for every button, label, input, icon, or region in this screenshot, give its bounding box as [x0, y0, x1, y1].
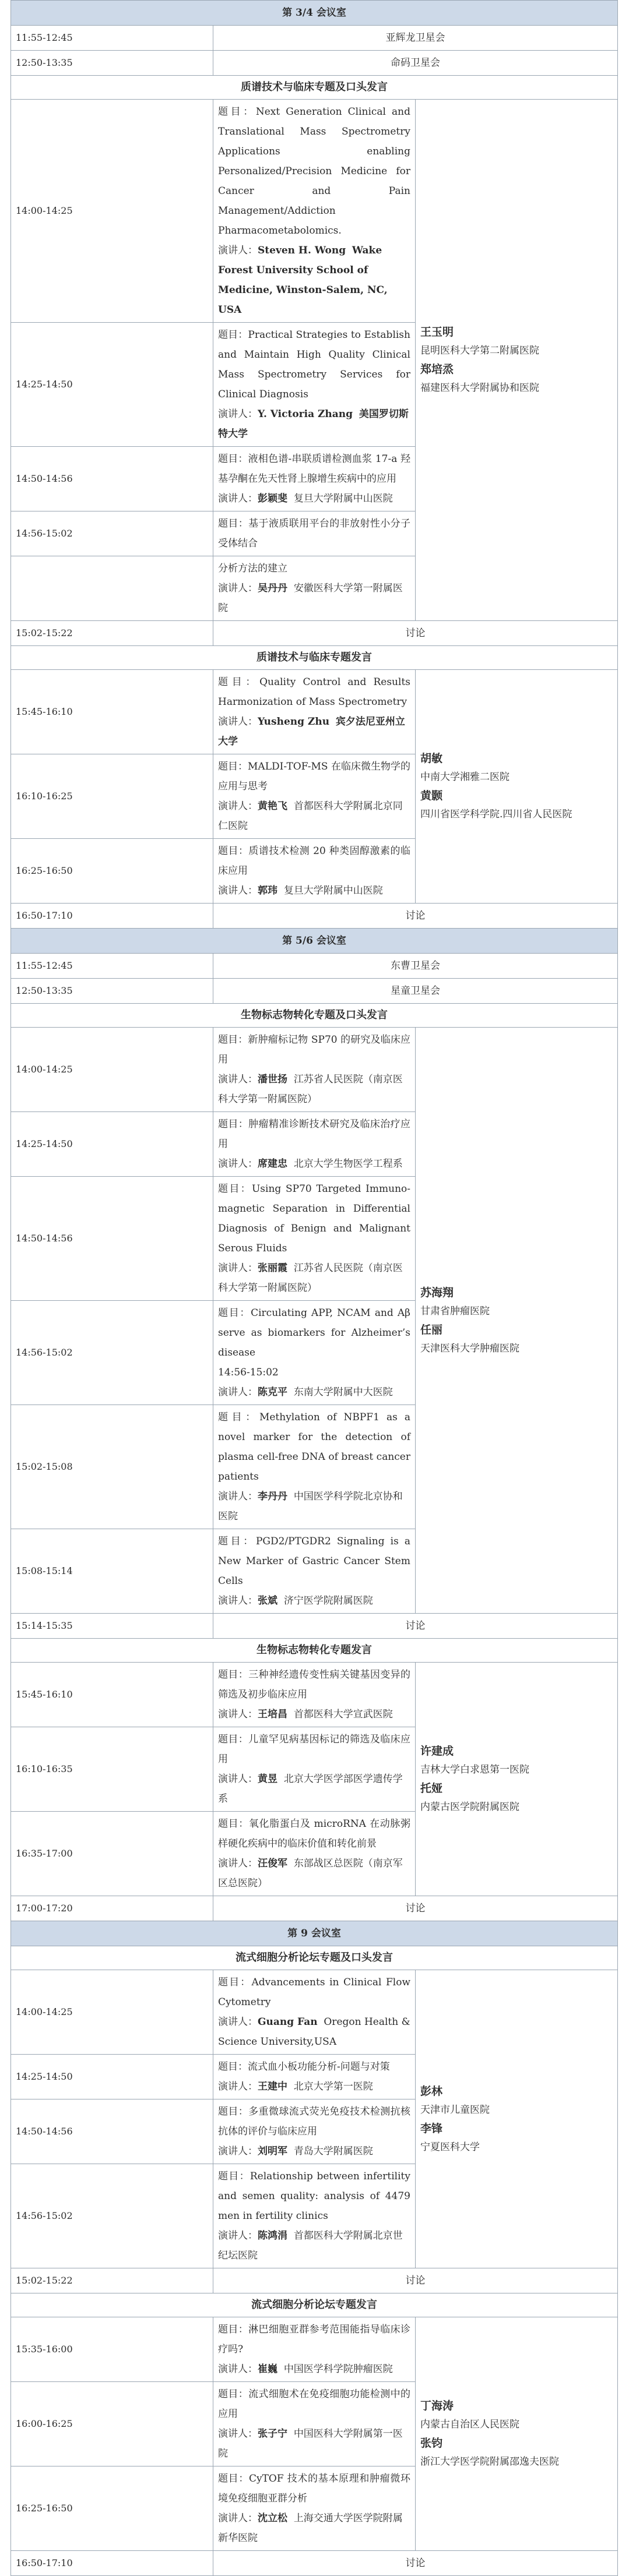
talk-topic: 题目：液相色谱-串联质谱检测血浆 17-a 羟基孕酮在先天性肾上腺增生疾病中的应用: [218, 453, 410, 485]
chair-org: 福建医科大学附属协和医院: [420, 382, 539, 394]
schedule-row: [11, 51, 618, 76]
speaker-line: [218, 2424, 410, 2464]
talk-topic: 题目：基于液质联用平台的非放射性小分子受体结合: [218, 518, 410, 549]
time-cell: 15:35-16:00: [11, 2317, 213, 2382]
talk-topic: 题目：Next Generation Clinical and Translational Mass Spectrometry Applications enabling Personalized/Precision Medicine for Cancer and Pain Management/Addiction Pharmacometabolomics.: [218, 106, 410, 237]
time-cell: 14:50-14:56: [11, 447, 213, 511]
talk-topic: 题目：多重微球流式荧光免疫技术检测抗核抗体的评价与临床应用: [218, 2106, 410, 2137]
speaker-org: 宾夕法尼亚州立大学: [218, 716, 405, 747]
talk-cell: [213, 2382, 416, 2466]
speaker-label: 演讲人：: [218, 1158, 258, 1170]
speaker-name: 张斌: [258, 1595, 277, 1607]
speaker-label: 演讲人：: [218, 1491, 258, 1502]
speaker-name: 潘世扬: [258, 1074, 287, 1085]
speaker-label: 演讲人：: [218, 2428, 258, 2440]
speaker-line: [218, 2012, 410, 2052]
time-cell: 11:55-12:45: [11, 26, 213, 51]
section-title: 生物标志物转化专题及口头发言: [11, 1004, 618, 1028]
talk-topic: 题目：PGD2/PTGDR2 Signaling is a New Marker of Gastric Cancer Stem Cells: [218, 1536, 410, 1587]
room-title: 第 5/6 会议室: [11, 929, 618, 954]
speaker-line: [218, 1382, 410, 1402]
session-title: 东曹卫星会: [213, 954, 618, 979]
talk-topic: 题目：Practical Strategies to Establish and Maintain High Quality Clinical Mass Spectrometry Services for Clinical Diagnosis: [218, 329, 410, 400]
time-cell: 14:56-15:02: [11, 1301, 213, 1405]
time-cell: 15:14-15:35: [11, 1614, 213, 1639]
time-cell: 14:50-14:56: [11, 1177, 213, 1301]
talk-cell: [213, 1663, 416, 1727]
speaker-line: [218, 1070, 410, 1109]
speaker-org: 济宁医学院附属医院: [283, 1595, 373, 1607]
speaker-line: [218, 241, 410, 320]
talk-row: [11, 1663, 618, 1727]
speaker-org: 北京大学生物医学工程系: [293, 1158, 403, 1170]
session-title: 讨论: [213, 904, 618, 929]
chair-name: 郑培烝: [420, 363, 454, 376]
chair-list: [420, 749, 613, 824]
section-title: 质谱技术与临床专题发言: [11, 646, 618, 670]
time-cell: 14:25-14:50: [11, 2055, 213, 2099]
speaker-org: Oregon Health & Science University,USA: [218, 2016, 410, 2048]
talk-row: [11, 100, 618, 323]
talk-cell: [213, 2317, 416, 2382]
time-cell: 12:50-13:35: [11, 979, 213, 1004]
talk-row: [11, 1028, 618, 1112]
chair-list: [420, 2082, 613, 2157]
speaker-label: 演讲人：: [218, 885, 258, 897]
time-cell: 11:55-12:45: [11, 954, 213, 979]
speaker-name: 黄昱: [258, 1773, 277, 1785]
section-header: [11, 646, 618, 670]
speaker-name: 张子宁: [258, 2428, 287, 2440]
speaker-org: 首都医科大学附属北京同仁医院: [218, 800, 403, 832]
talk-topic: 题目：儿童罕见病基因标记的筛选及临床应用: [218, 1734, 410, 1765]
speaker-label: 演讲人：: [218, 2146, 258, 2157]
schedule-row: [11, 1614, 618, 1639]
room-title: 第 3/4 会议室: [11, 1, 618, 26]
speaker-name: 王培昌: [258, 1709, 287, 1720]
chair-org: 天津市儿童医院: [420, 2104, 490, 2116]
speaker-org: 复旦大学附属中山医院: [293, 493, 393, 504]
speaker-line: [218, 1487, 410, 1526]
speaker-org: 中国医学科学院肿瘤医院: [283, 2363, 393, 2375]
speaker-line: [218, 2141, 410, 2161]
speaker-name: 崔巍: [258, 2363, 277, 2375]
talk-cell: [213, 670, 416, 754]
speaker-label: 演讲人：: [218, 1773, 258, 1785]
time-cell: 15:02-15:08: [11, 1405, 213, 1529]
time-cell: 16:00-16:25: [11, 2382, 213, 2466]
speaker-name: 陈克平: [258, 1386, 287, 1398]
talk-topic: 题目：Quality Control and Results Harmonization of Mass Spectrometry: [218, 676, 410, 708]
chair-list: [420, 323, 613, 397]
speaker-line: [218, 1705, 410, 1724]
speaker-line: [218, 796, 410, 836]
talk-cell: [213, 2466, 416, 2551]
speaker-org: 美国罗切斯特大学: [218, 408, 409, 440]
time-cell: 16:35-17:00: [11, 1812, 213, 1896]
speaker-name: 刘明军: [258, 2146, 287, 2157]
room-header: [11, 929, 618, 954]
schedule-row: [11, 2268, 618, 2293]
chair-org: 浙江大学医学院附属邵逸夫医院: [420, 2456, 559, 2468]
speaker-label: 演讲人：: [218, 2230, 258, 2242]
talk-topic: 题目：流式细胞术在免疫细胞功能检测中的应用: [218, 2388, 410, 2420]
speaker-label: 演讲人：: [218, 800, 258, 812]
speaker-label: 演讲人：: [218, 1595, 258, 1607]
talk-topic: 题目：Circulating APP, NCAM and Aβ serve as biomarkers for Alzheimer’s disease: [218, 1307, 410, 1358]
speaker-org: 东部战区总医院（南京军区总医院）: [218, 1858, 403, 1889]
talk-cell: [213, 1112, 416, 1177]
chair-name: 张钧: [420, 2437, 443, 2450]
speaker-line: [218, 1154, 410, 1174]
schedule-table: [10, 0, 618, 2576]
speaker-name: 郭玮: [258, 885, 277, 897]
talk-topic: 题目：CyTOF 技术的基本原理和肿瘤微环境免疫细胞亚群分析: [218, 2473, 410, 2504]
session-title: 讨论: [213, 621, 618, 646]
chair-org: 宁夏医科大学: [420, 2141, 480, 2153]
talk-topic: 题目：Relationship between infertility and semen quality: analysis of 4479 men in fertility clinics: [218, 2171, 410, 2222]
time-cell: 16:50-17:10: [11, 2551, 213, 2576]
speaker-line: [218, 1854, 410, 1893]
time-cell: 16:25-16:50: [11, 2466, 213, 2551]
section-title: 流式细胞分析论坛专题发言: [11, 2293, 618, 2317]
talk-cell: [213, 2099, 416, 2164]
session-title: 讨论: [213, 1614, 618, 1639]
talk-cell: [213, 1727, 416, 1812]
section-title: 质谱技术与临床专题及口头发言: [11, 76, 618, 100]
chair-name: 托娅: [420, 1782, 443, 1795]
talk-cell: [213, 1970, 416, 2055]
speaker-label: 演讲人：: [218, 493, 258, 504]
schedule-row: [11, 954, 618, 979]
speaker-name: Yusheng Zhu: [258, 716, 330, 728]
time-cell: 14:00-14:25: [11, 100, 213, 323]
section-header: [11, 1946, 618, 1970]
schedule-row: [11, 621, 618, 646]
time-cell: 12:50-13:35: [11, 51, 213, 76]
chair-list: [420, 1283, 613, 1358]
talk-cell: [213, 100, 416, 323]
speaker-line: [218, 578, 410, 618]
time-cell: 15:02-15:22: [11, 2268, 213, 2293]
speaker-name: 李丹丹: [258, 1491, 287, 1502]
session-title: 命码卫星会: [213, 51, 618, 76]
speaker-line: [218, 2077, 410, 2097]
speaker-name: Steven H. Wong: [258, 245, 346, 256]
talk-topic: 题目：Methylation of NBPF1 as a novel marker for the detection of plasma cell-free DNA of breast cancer patients: [218, 1411, 410, 1483]
speaker-name: 席建忠: [258, 1158, 287, 1170]
time-cell: 14:50-14:56: [11, 2099, 213, 2164]
session-title: 亚辉龙卫星会: [213, 26, 618, 51]
chair-org: 天津医科大学肿瘤医院: [420, 1342, 519, 1354]
chair-org: 四川省医学科学院.四川省人民医院: [420, 809, 572, 820]
chair-name: 彭林: [420, 2084, 443, 2098]
chair-name: 许建成: [420, 1745, 454, 1758]
chair-cell: [416, 1028, 618, 1614]
speaker-line: [218, 1258, 410, 1298]
time-cell: 14:00-14:25: [11, 1970, 213, 2055]
time-cell: 15:45-16:10: [11, 1663, 213, 1727]
time-cell: 16:50-17:10: [11, 904, 213, 929]
speaker-org: 中国医科大学附属第一医院: [218, 2428, 403, 2459]
talk-cell: [213, 754, 416, 839]
session-title: 星童卫星会: [213, 979, 618, 1004]
speaker-name: 陈鸿涓: [258, 2230, 287, 2242]
speaker-label: 演讲人：: [218, 2513, 258, 2524]
speaker-label: 演讲人：: [218, 1074, 258, 1085]
speaker-org: 上海交通大学医学院附属新华医院: [218, 2513, 403, 2544]
speaker-org: 北京大学第一医院: [293, 2081, 373, 2092]
talk-cell: [213, 447, 416, 511]
chair-list: [420, 2397, 613, 2471]
speaker-label: 演讲人：: [218, 408, 258, 420]
speaker-line: [218, 2226, 410, 2266]
talk-cell: [213, 1405, 416, 1529]
chair-org: 甘肃省肿瘤医院: [420, 1305, 490, 1317]
speaker-label: 演讲人：: [218, 1262, 258, 1274]
talk-topic: 题目：新肿瘤标记物 SP70 的研究及临床应用: [218, 1034, 410, 1065]
chair-org: 昆明医科大学第二附属医院: [420, 345, 539, 357]
speaker-name: Guang Fan: [258, 2016, 318, 2028]
time-cell: [11, 556, 213, 621]
talk-topic: 题目：三种神经遗传变性病关键基因变异的筛选及初步临床应用: [218, 1669, 410, 1700]
time-cell: 14:56-15:02: [11, 2164, 213, 2268]
section-title: 流式细胞分析论坛专题及口头发言: [11, 1946, 618, 1970]
talk-row: [11, 2317, 618, 2382]
speaker-label: 演讲人：: [218, 2081, 258, 2092]
talk-cell: [213, 323, 416, 447]
session-title: 讨论: [213, 2551, 618, 2576]
session-title: 讨论: [213, 2268, 618, 2293]
section-header: [11, 1639, 618, 1663]
speaker-org: 首都医科大学附属北京世纪坛医院: [218, 2230, 403, 2261]
talk-cell: [213, 839, 416, 904]
time-cell: 16:10-16:25: [11, 754, 213, 839]
chair-org: 中南大学湘雅二医院: [420, 771, 509, 783]
talk-cell: [213, 556, 416, 621]
time-cell: 15:08-15:14: [11, 1529, 213, 1614]
time-cell: 15:02-15:22: [11, 621, 213, 646]
schedule-row: [11, 2551, 618, 2576]
speaker-label: 演讲人：: [218, 1858, 258, 1869]
speaker-label: 演讲人：: [218, 2363, 258, 2375]
speaker-name: 彭颖斐: [258, 493, 287, 504]
talk-cell: [213, 2055, 416, 2099]
speaker-name: Y. Victoria Zhang: [258, 408, 353, 420]
room-header: [11, 1921, 618, 1946]
time-cell: 14:25-14:50: [11, 1112, 213, 1177]
chair-cell: [416, 100, 618, 621]
speaker-label: 演讲人：: [218, 583, 258, 594]
speaker-name: 吴丹丹: [258, 583, 287, 594]
speaker-name: 汪俊军: [258, 1858, 287, 1869]
time-cell: 14:25-14:50: [11, 323, 213, 447]
time-cell: 17:00-17:20: [11, 1896, 213, 1921]
chair-name: 王玉明: [420, 326, 454, 338]
schedule-row: [11, 979, 618, 1004]
talk-topic: 题目：淋巴细胞亚群参考范围能指导临床诊疗吗?: [218, 2324, 410, 2355]
talk-row: [11, 1970, 618, 2055]
chair-org: 内蒙古自治区人民医院: [420, 2419, 519, 2430]
chair-org: 内蒙古医学院附属医院: [420, 1801, 519, 1813]
speaker-org: 首都医科大学宣武医院: [293, 1709, 393, 1720]
speaker-org: 东南大学附属中大医院: [293, 1386, 393, 1398]
speaker-org: 江苏省人民医院（南京医科大学第一附属医院）: [218, 1074, 403, 1105]
section-header: [11, 2293, 618, 2317]
talk-topic: 题目：流式血小板功能分析-问题与对策: [218, 2061, 390, 2073]
chair-name: 丁海涛: [420, 2399, 454, 2412]
speaker-org: 青岛大学附属医院: [293, 2146, 373, 2157]
speaker-line: [218, 404, 410, 444]
chair-cell: [416, 1663, 618, 1896]
time-cell: 14:00-14:25: [11, 1028, 213, 1112]
speaker-org: 安徽医科大学第一附属医院: [218, 583, 403, 614]
speaker-org: Wake Forest University School of Medicine, Winston-Salem, NC, USA: [218, 245, 388, 316]
speaker-org: 中国医学科学院北京协和医院: [218, 1491, 403, 1522]
speaker-name: 王建中: [258, 2081, 287, 2092]
talk-topic: 题目：MALDI-TOF-MS 在临床微生物学的应用与思考: [218, 761, 410, 792]
talk-topic: 分析方法的建立: [218, 563, 287, 574]
schedule-row: [11, 26, 618, 51]
chair-list: [420, 1742, 613, 1816]
time-cell: 16:25-16:50: [11, 839, 213, 904]
speaker-org: 北京大学医学部医学遗传学系: [218, 1773, 403, 1805]
speaker-line: [218, 712, 410, 751]
chair-cell: [416, 1970, 618, 2268]
chair-name: 苏海翔: [420, 1286, 454, 1299]
room-header: [11, 1, 618, 26]
speaker-name: 黄艳飞: [258, 800, 287, 812]
time-cell: 15:45-16:10: [11, 670, 213, 754]
talk-cell: [213, 1177, 416, 1301]
speaker-line: [218, 2359, 410, 2379]
chair-name: 李锋: [420, 2122, 443, 2135]
speaker-label: 演讲人：: [218, 1709, 258, 1720]
speaker-name: 沈立松: [258, 2513, 287, 2524]
chair-name: 胡敏: [420, 752, 443, 765]
schedule-row: [11, 904, 618, 929]
talk-cell: [213, 1529, 416, 1614]
talk-topic: 题目：Advancements in Clinical Flow Cytometry: [218, 1977, 410, 2008]
talk-cell: [213, 511, 416, 556]
talk-cell: [213, 2164, 416, 2268]
chair-name: 黄颢: [420, 789, 443, 802]
speaker-line: [218, 881, 410, 901]
talk-topic: 题目：氧化脂蛋白及 microRNA 在动脉粥样硬化疾病中的临床价值和转化前景: [218, 1818, 410, 1850]
talk-topic: 题目：质谱技术检测 20 种类固醇激素的临床应用: [218, 845, 410, 877]
speaker-line: [218, 1591, 410, 1611]
chair-cell: [416, 670, 618, 904]
speaker-label: 演讲人：: [218, 245, 258, 256]
chair-org: 吉林大学白求恩第一医院: [420, 1764, 529, 1776]
talk-cell: [213, 1028, 416, 1112]
section-title: 生物标志物转化专题发言: [11, 1639, 618, 1663]
time-cell: 16:10-16:35: [11, 1727, 213, 1812]
speaker-label: 演讲人：: [218, 2016, 258, 2028]
talk-cell: [213, 1301, 416, 1405]
speaker-org: 江苏省人民医院（南京医科大学第一附属医院）: [218, 1262, 403, 1294]
time-cell: 14:56-15:02: [11, 511, 213, 556]
talk-topic: 题目：Using SP70 Targeted Immuno-magnetic Separation in Differential Diagnosis of Benign and Malignant Serous Fluids: [218, 1183, 410, 1254]
section-header: [11, 76, 618, 100]
talk-time-note: 14:56-15:02: [218, 1367, 279, 1378]
speaker-org: 复旦大学附属中山医院: [283, 885, 383, 897]
talk-topic: 题目：肿瘤精准诊断技术研究及临床治疗应用: [218, 1118, 410, 1150]
talk-row: [11, 670, 618, 754]
talk-cell: [213, 1812, 416, 1896]
speaker-line: [218, 489, 410, 509]
chair-cell: [416, 2317, 618, 2551]
session-title: 讨论: [213, 1896, 618, 1921]
speaker-line: [218, 2508, 410, 2548]
speaker-label: 演讲人：: [218, 716, 258, 728]
speaker-line: [218, 1769, 410, 1809]
section-header: [11, 1004, 618, 1028]
room-title: 第 9 会议室: [11, 1921, 618, 1946]
chair-name: 任丽: [420, 1323, 443, 1336]
schedule-row: [11, 1896, 618, 1921]
speaker-label: 演讲人：: [218, 1386, 258, 1398]
speaker-name: 张丽霞: [258, 1262, 287, 1274]
